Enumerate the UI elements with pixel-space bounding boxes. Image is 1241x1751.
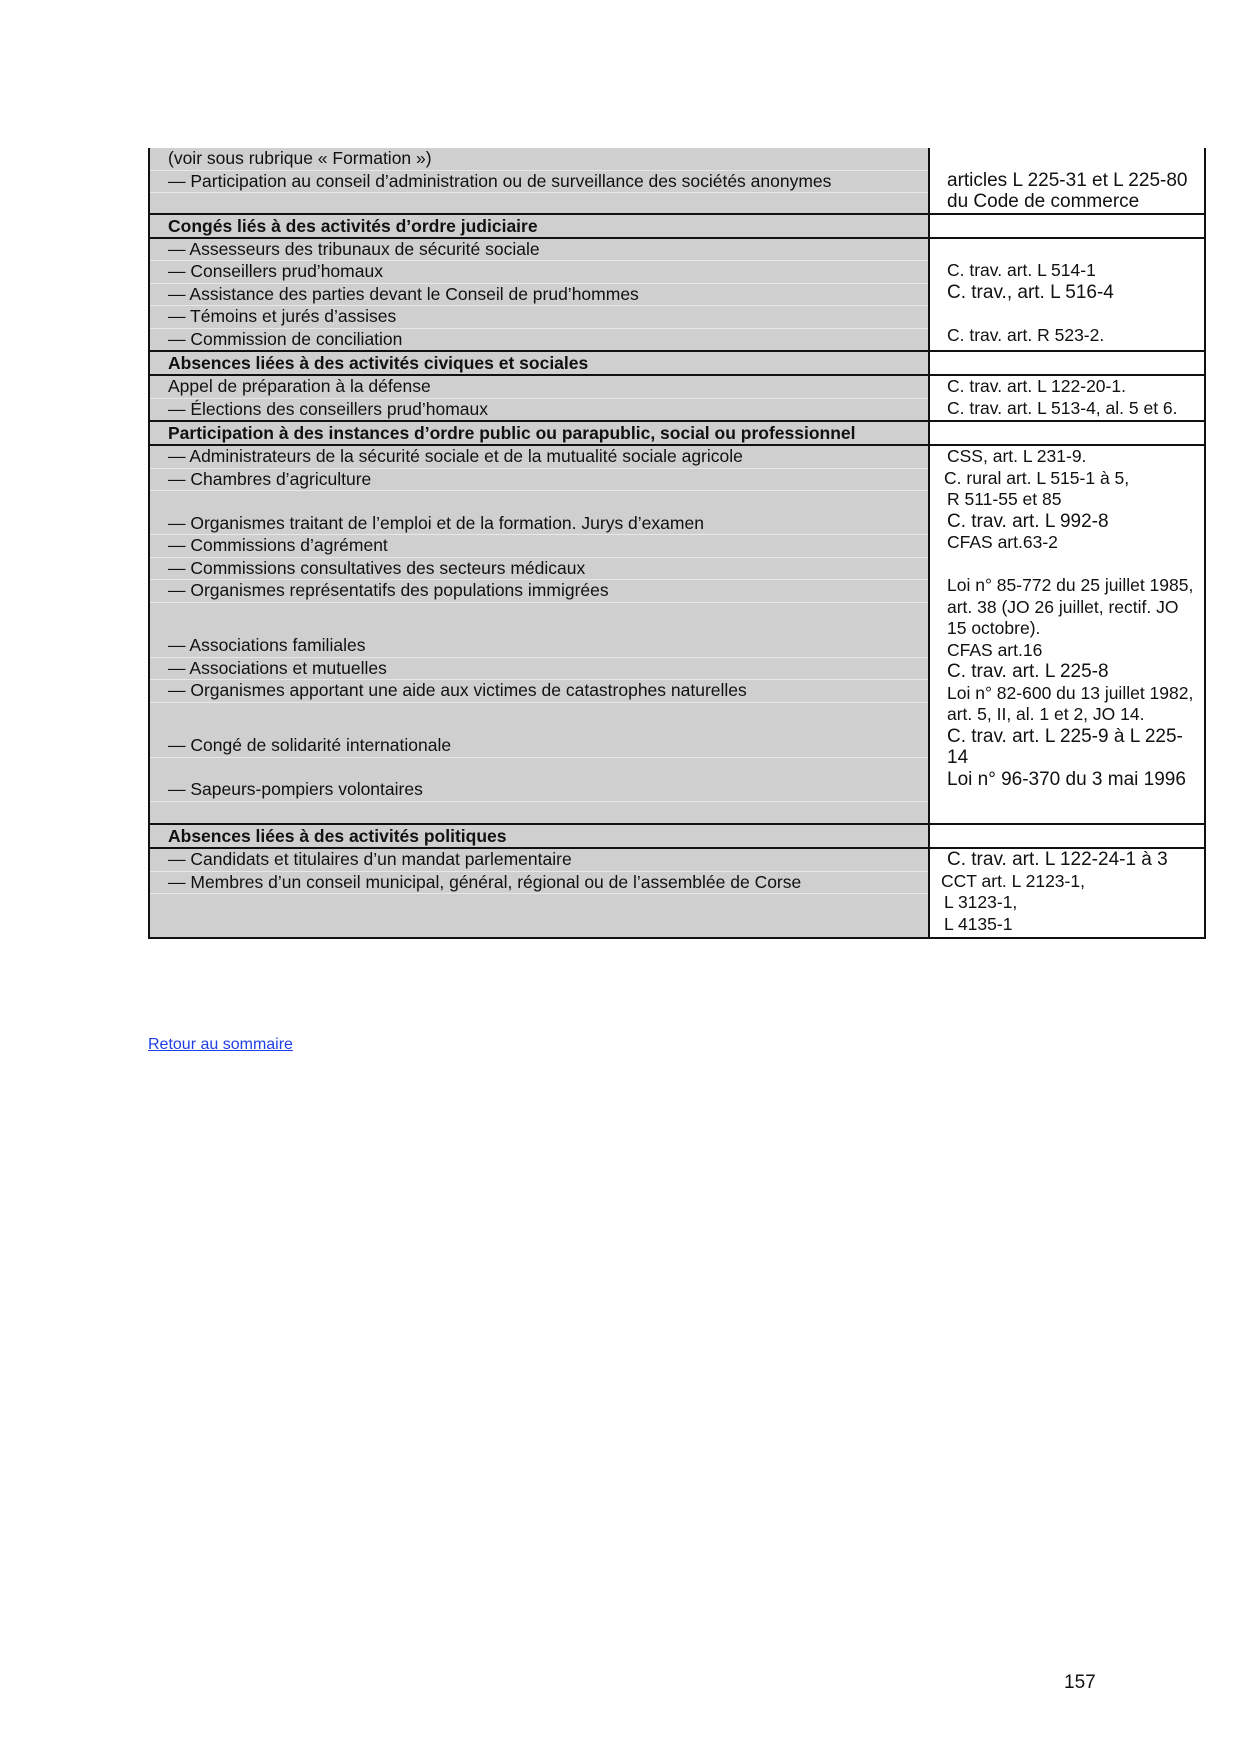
reference-line: L 4135-1 [944, 913, 1013, 934]
section-heading-cell [149, 824, 929, 848]
reference-cell [929, 375, 1205, 421]
reference-line: R 511-55 et 85 [947, 489, 1062, 509]
section-heading-cell [149, 214, 929, 238]
reference-line: C. trav. art. L 514-1 [947, 260, 1096, 280]
table-row [149, 148, 1205, 214]
reference-line: Loi n° 96-370 du 3 mai 1996 [947, 768, 1186, 790]
activity-line: — Associations familiales [150, 635, 928, 658]
activity-line: — Organismes représentatifs des populations immigrées [150, 580, 928, 603]
reference-line: CFAS art.63-2 [947, 532, 1058, 552]
activity-line: — Commissions consultatives des secteurs médicaux [150, 558, 928, 581]
section-heading-row [149, 214, 1205, 238]
legal-references-table [148, 148, 1206, 939]
section-heading-cell [149, 421, 929, 445]
section-heading: Congés liés à des activités d’ordre judiciaire [168, 215, 538, 236]
activity-line: — Organismes traitant de l’emploi et de la formation. Jurys d’examen [150, 513, 928, 536]
section-heading-row [149, 824, 1205, 848]
table-row [149, 848, 1205, 938]
reference-cell [929, 351, 1205, 375]
activity-line: — Organismes apportant une aide aux victimes de catastrophes naturelles [150, 680, 928, 703]
activity-cell [149, 148, 929, 214]
reference-line: C. trav. art. L 225-9 à L 225-14 [947, 725, 1183, 768]
table-row [149, 238, 1205, 352]
reference-cell [929, 214, 1205, 238]
activity-line: — Membres d’un conseil municipal, général, régional ou de l’assemblée de Corse [150, 872, 928, 895]
reference-line: C. trav. art. L 122-24-1 à 3 [947, 849, 1168, 870]
section-heading-cell [149, 351, 929, 375]
reference-line: C. trav. art. L 225-8 [947, 661, 1109, 682]
reference-line: CCT art. L 2123-1, [941, 870, 1085, 891]
activity-line: — Participation au conseil d’administration ou de surveillance des sociétés anonymes [150, 171, 928, 194]
reference-line: Loi n° 85-772 du 25 juillet 1985, art. 38 (JO 26 juillet, rectif. JO 15 octobre). [947, 575, 1194, 638]
reference-cell [929, 445, 1205, 824]
section-heading-row [149, 421, 1205, 445]
section-heading-row [149, 351, 1205, 375]
reference-cell [929, 824, 1205, 848]
reference-line: Loi n° 82-600 du 13 juillet 1982, art. 5, II, al. 1 et 2, JO 14. [947, 682, 1194, 724]
section-heading: Participation à des instances d’ordre public ou parapublic, social ou professionnel [168, 423, 856, 443]
reference-line: CSS, art. L 231-9. [947, 446, 1087, 466]
section-heading: Absences liées à des activités politiques [168, 826, 507, 846]
reference-cell [929, 238, 1205, 352]
activity-line: — Administrateurs de la sécurité sociale et de la mutualité sociale agricole [150, 446, 928, 469]
reference-line: C. trav. art. R 523-2. [947, 324, 1105, 345]
activity-line: Appel de préparation à la défense [150, 376, 928, 399]
activity-line: — Associations et mutuelles [150, 658, 928, 681]
activity-line: — Assistance des parties devant le Conseil de prud’hommes [150, 284, 928, 307]
reference-line: C. trav. art. L 122-20-1. [947, 376, 1126, 396]
activity-cell [149, 848, 929, 938]
activity-line: — Chambres d’agriculture [150, 469, 928, 492]
activity-line: — Congé de solidarité internationale [150, 735, 928, 758]
activity-line: — Commission de conciliation [168, 328, 403, 349]
activity-line: — Candidats et titulaires d’un mandat parlementaire [150, 849, 928, 872]
reference-line: C. rural art. L 515-1 à 5, [944, 467, 1130, 488]
reference-cell [929, 148, 1205, 214]
reference-line: articles L 225-31 et L 225-80 du Code de commerce [947, 169, 1188, 212]
activity-cell [149, 375, 929, 421]
table-row [149, 375, 1205, 421]
reference-line: C. trav. art. L 513-4, al. 5 et 6. [947, 397, 1178, 418]
activity-line: — Sapeurs-pompiers volontaires [150, 779, 928, 802]
reference-cell [929, 421, 1205, 445]
activity-line: — Élections des conseillers prud’homaux [168, 398, 489, 419]
return-to-summary-link[interactable]: Retour au sommaire [148, 1036, 293, 1053]
section-heading: Absences liées à des activités civiques et sociales [168, 353, 589, 373]
table-row [149, 445, 1205, 824]
reference-line: C. trav., art. L 516-4 [947, 281, 1114, 303]
activity-line: — Assesseurs des tribunaux de sécurité sociale [150, 239, 928, 262]
activity-line: (voir sous rubrique « Formation ») [150, 148, 928, 171]
activity-cell [149, 445, 929, 824]
page-number: 157 [1064, 1672, 1096, 1693]
reference-cell [929, 848, 1205, 938]
reference-line: L 3123-1, [944, 892, 1018, 912]
reference-line: C. trav. art. L 992-8 [947, 510, 1109, 532]
activity-line: — Conseillers prud’homaux [150, 261, 928, 284]
activity-line: — Commissions d’agrément [150, 535, 928, 558]
activity-cell [149, 238, 929, 352]
reference-line: CFAS art.16 [947, 639, 1043, 660]
activity-line: — Témoins et jurés d’assises [150, 306, 928, 329]
